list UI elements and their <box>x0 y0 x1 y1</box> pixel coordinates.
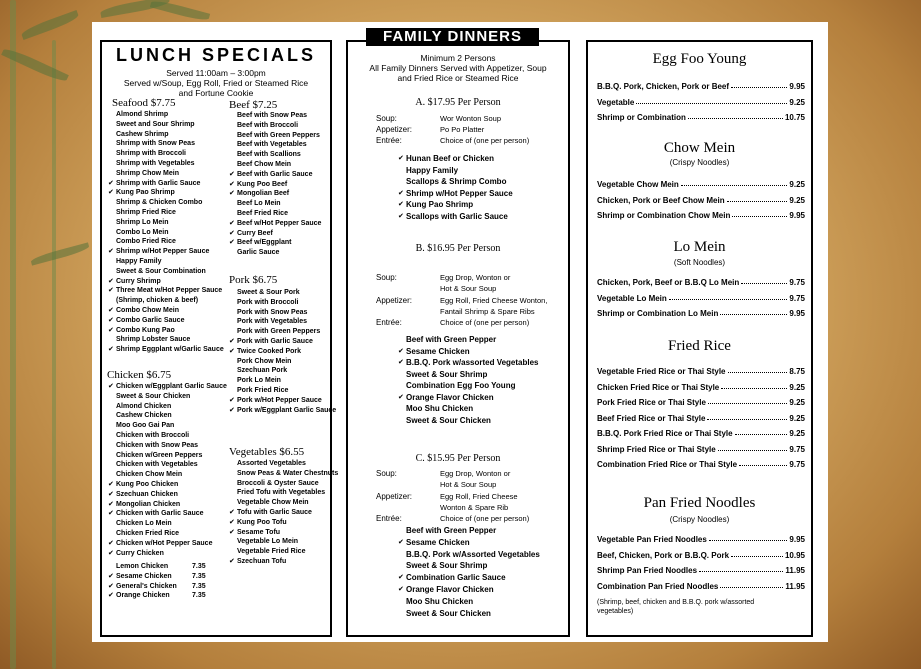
menu-price-row <box>597 383 805 392</box>
menu-item-price: 9.25 <box>789 413 805 423</box>
spicy-check-icon: ✔ <box>108 510 114 518</box>
spicy-check-icon: ✔ <box>229 406 235 414</box>
family-c-soup-2: Hot & Sour Soup <box>440 480 497 489</box>
spicy-check-icon: ✔ <box>108 248 114 256</box>
spicy-check-icon: ✔ <box>108 277 114 285</box>
menu-item: Sweet & Sour Chicken <box>406 415 491 425</box>
menu-item: Sesame Chicken <box>406 537 470 547</box>
menu-price-row <box>597 180 805 189</box>
menu-item-name: Shrimp Pan Fried Noodles <box>597 566 698 575</box>
menu-item: Shrimp with Garlic Sauce <box>116 179 201 187</box>
family-b-appetizer-2: Fantail Shrimp & Spare Ribs <box>440 307 535 316</box>
menu-item: Shrimp Chow Mein <box>116 169 179 177</box>
menu-item: Happy Family <box>406 165 459 175</box>
vegetables-heading: Vegetables $6.55 <box>229 446 305 458</box>
family-minimum: Minimum 2 Persons <box>420 53 496 63</box>
menu-item: B.B.Q. Pork w/Assorted Vegetables <box>406 549 540 559</box>
menu-price-row <box>597 445 805 454</box>
bamboo-stalk <box>52 40 56 669</box>
menu-item-name: Vegetable Lo Mein <box>597 293 667 303</box>
menu-item: Sweet & Sour Shrimp <box>406 369 488 379</box>
dot-leader <box>741 278 787 284</box>
menu-price-row <box>597 82 805 91</box>
menu-item-price: 9.75 <box>789 278 805 287</box>
menu-item-price: 7.35 <box>192 563 206 570</box>
spicy-check-icon: ✔ <box>229 170 235 178</box>
menu-price-row <box>597 98 805 107</box>
family-b-heading: B. $16.95 Per Person <box>415 243 501 254</box>
menu-item-price: 10.75 <box>784 113 805 122</box>
menu-item: Broccoli & Oyster Sauce <box>237 479 319 487</box>
pan-fried-noodles-note-2: vegetables) <box>597 608 634 615</box>
menu-item-name: Shrimp or Combination Lo Mein <box>597 309 719 318</box>
spicy-check-icon: ✔ <box>229 396 235 404</box>
menu-item-name: Lemon Chicken <box>116 563 169 570</box>
family-b-entree: Choice of (one per person) <box>440 318 530 327</box>
menu-item: Vegetable Fried Rice <box>237 548 306 556</box>
menu-item: Orange Flavor Chicken <box>406 392 494 402</box>
menu-item: Pork w/Eggplant Garlic Sauce <box>237 406 337 414</box>
menu-item-name: Shrimp or Combination <box>597 113 686 122</box>
menu-item: Beef Lo Mein <box>237 200 281 208</box>
menu-item: Beef with Green Pepper <box>406 526 497 535</box>
menu-item: Szechuan Pork <box>237 367 288 375</box>
menu-item: Sweet & Sour Combination <box>116 267 206 275</box>
spicy-check-icon: ✔ <box>398 574 404 582</box>
menu-item: Sweet & Sour Pork <box>237 289 300 296</box>
menu-item: Vegetable Chow Mein <box>237 499 309 507</box>
menu-item-name: Vegetable <box>597 97 635 107</box>
menu-item: Kung Poo Beef <box>237 180 288 188</box>
menu-item: Shrimp with Snow Peas <box>116 140 195 148</box>
menu-item: Snow Peas & Water Chestnuts <box>237 469 339 477</box>
lunch-served-with-2: and Fortune Cookie <box>178 88 254 98</box>
dot-leader <box>732 211 787 217</box>
menu-item: Chicken Fried Rice <box>116 530 180 537</box>
family-b-appetizer-label: Appetizer: <box>376 296 413 305</box>
spicy-check-icon: ✔ <box>108 179 114 187</box>
menu-item: Combo Garlic Sauce <box>116 316 185 324</box>
family-dinners-banner: FAMILY DINNERS <box>366 28 539 46</box>
menu-item: Happy Family <box>116 258 162 265</box>
dot-leader <box>735 429 788 435</box>
menu-item: Curry Chicken <box>116 549 164 557</box>
menu-item-name: B.B.Q. Pork Fried Rice or Thai Style <box>597 429 733 438</box>
family-c-appetizer: Egg Roll, Fried Cheese <box>440 492 518 501</box>
dot-leader <box>731 551 783 557</box>
menu-item: Beef Chow Mein <box>237 161 292 168</box>
spicy-check-icon: ✔ <box>398 212 404 220</box>
dot-leader <box>739 460 787 466</box>
menu-item-price: 9.25 <box>789 97 805 107</box>
spicy-check-icon: ✔ <box>108 346 114 354</box>
spicy-check-icon: ✔ <box>398 538 404 546</box>
spicy-check-icon: ✔ <box>229 190 235 198</box>
menu-item: Beef with Scallions <box>237 151 301 159</box>
menu-price-row <box>597 196 805 205</box>
family-c-soup: Egg Drop, Wonton or <box>440 469 511 478</box>
menu-item: Chicken with Snow Peas <box>116 441 199 449</box>
menu-item-name: Shrimp or Combination Chow Mein <box>597 211 731 220</box>
menu-item: Sweet & Sour Shrimp <box>406 561 488 571</box>
family-a-entree: Choice of (one per person) <box>440 136 530 145</box>
menu-item: Beef w/Eggplant <box>237 239 292 247</box>
spicy-check-icon: ✔ <box>398 586 404 593</box>
menu-item: Sweet & Sour Chicken <box>406 608 491 618</box>
menu-item: Sesame Tofu <box>237 528 281 536</box>
chicken-heading: Chicken $6.75 <box>107 369 172 381</box>
menu-item: Twice Cooked Pork <box>237 347 302 355</box>
menu-price-row <box>597 551 805 560</box>
menu-price-row <box>597 582 805 591</box>
menu-item: Beef with Green Pepper <box>406 335 497 344</box>
menu-item: Curry Beef <box>237 229 273 237</box>
menu-item-price: 9.95 <box>789 309 805 318</box>
menu-price-row <box>597 429 805 438</box>
spicy-check-icon: ✔ <box>108 539 114 547</box>
spicy-check-icon: ✔ <box>229 239 235 247</box>
menu-item: Shrimp with Broccoli <box>116 150 187 158</box>
family-c-entree-label: Entrée: <box>376 514 402 523</box>
menu-item: Chicken with Vegetables <box>116 461 198 469</box>
dot-leader <box>688 113 783 119</box>
menu-item: Scallops & Shrimp Combo <box>406 177 507 186</box>
family-b-entree-label: Entrée: <box>376 318 402 327</box>
menu-item-name: Vegetable Pan Fried Noodles <box>597 535 707 544</box>
menu-item: Beef w/Hot Pepper Sauce <box>237 219 322 227</box>
menu-item: Kung Poo Tofu <box>237 518 287 526</box>
menu-item: Chicken w/Hot Pepper Sauce <box>116 539 213 547</box>
family-served-with: All Family Dinners Served with Appetizer, Soup <box>369 63 547 73</box>
menu-item: Shrimp with Vegetables <box>116 160 195 167</box>
menu-price-row <box>597 367 805 376</box>
family-c-entree: Choice of (one per person) <box>440 514 530 523</box>
menu-item-name: Chicken, Pork or Beef Chow Mein <box>597 195 725 205</box>
menu-item: Shrimp Lo Mein <box>116 218 169 226</box>
menu-item: Chicken Chow Mein <box>116 471 183 479</box>
menu-item-price: 7.35 <box>192 592 206 600</box>
spicy-check-icon: ✔ <box>108 500 114 508</box>
family-a-entree-label: Entrée: <box>376 136 402 145</box>
menu-price-row <box>597 309 805 318</box>
spicy-check-icon: ✔ <box>229 528 235 536</box>
menu-item: Beef with Green Peppers <box>237 131 320 139</box>
menu-item-name: B.B.Q. Pork, Chicken, Pork or Beef <box>597 82 730 91</box>
menu-item: Combination Garlic Sauce <box>406 573 506 583</box>
menu-item: Cashew Shrimp <box>116 130 169 138</box>
menu-item: Vegetable Lo Mein <box>237 538 299 546</box>
menu-item: Pork w/Hot Pepper Sauce <box>237 396 322 404</box>
dot-leader <box>681 180 788 186</box>
menu-item: Beef with Garlic Sauce <box>237 170 313 178</box>
menu-price-row <box>597 398 805 407</box>
spicy-check-icon: ✔ <box>108 549 114 557</box>
spicy-check-icon: ✔ <box>398 201 404 208</box>
menu-item-name: General's Chicken <box>116 582 177 590</box>
menu-item: Kung Pao Shrimp <box>116 189 175 197</box>
menu-item: Szechuan Chicken <box>116 490 178 498</box>
menu-item: Chicken with Garlic Sauce <box>116 510 204 518</box>
dot-leader <box>707 414 787 420</box>
menu-item: Combination Egg Foo Young <box>406 381 516 390</box>
spicy-check-icon: ✔ <box>229 219 235 227</box>
menu-item: Mongolian Chicken <box>116 500 181 508</box>
pan-fried-noodles-sub: (Crispy Noodles) <box>669 515 730 524</box>
menu-item: Sesame Chicken <box>406 346 470 356</box>
family-b-soup-label: Soup: <box>376 273 397 282</box>
menu-price-row <box>597 278 805 287</box>
menu-item: Mongolian Beef <box>237 190 290 198</box>
spicy-check-icon: ✔ <box>108 287 114 295</box>
bamboo-stalk <box>10 0 16 669</box>
menu-price-row <box>597 211 805 220</box>
spicy-check-icon: ✔ <box>229 518 235 526</box>
spicy-check-icon: ✔ <box>229 558 235 565</box>
spicy-check-icon: ✔ <box>108 326 114 334</box>
menu-item: Tofu with Garlic Sauce <box>237 509 312 516</box>
menu-item-name: Beef Fried Rice or Thai Style <box>597 413 706 423</box>
family-b-soup-2: Hot & Sour Soup <box>440 284 497 293</box>
menu-price-row <box>597 414 805 423</box>
menu-item: Assorted Vegetables <box>237 460 306 467</box>
spicy-check-icon: ✔ <box>108 490 114 498</box>
menu-item-price: 9.95 <box>789 535 805 544</box>
menu-item-name: Beef, Chicken, Pork or B.B.Q. Pork <box>597 550 730 560</box>
fried-rice-heading: Fried Rice <box>668 338 731 354</box>
bamboo-leaf <box>150 0 210 23</box>
menu-item: Chicken w/Green Peppers <box>116 451 203 459</box>
spicy-check-icon: ✔ <box>108 189 114 197</box>
menu-item-price: 11.95 <box>785 581 805 591</box>
spicy-check-icon: ✔ <box>108 481 114 488</box>
pan-fried-noodles-note: (Shrimp, beef, chicken and B.B.Q. pork w/assorted <box>597 599 755 606</box>
menu-item: Combo Fried Rice <box>116 238 176 246</box>
menu-item: Combo Chow Mein <box>116 307 179 314</box>
egg-foo-young-heading: Egg Foo Young <box>652 51 747 67</box>
dot-leader <box>731 82 787 88</box>
dot-leader <box>709 535 788 541</box>
menu-price-row <box>597 113 805 122</box>
dot-leader <box>720 582 783 588</box>
menu-item-name: Vegetable Fried Rice or Thai Style <box>597 367 726 376</box>
menu-item: Cashew Chicken <box>116 412 172 420</box>
menu-item-price: 9.75 <box>789 444 805 454</box>
menu-item-price: 9.75 <box>789 460 805 469</box>
spicy-check-icon: ✔ <box>108 383 114 390</box>
menu-item: Pork with Broccoli <box>237 298 299 306</box>
menu-price-row <box>597 535 805 544</box>
family-a-heading: A. $17.95 Per Person <box>415 97 501 108</box>
menu-item-price: 7.35 <box>192 572 206 580</box>
menu-item-name: Sesame Chicken <box>116 572 172 580</box>
menu-item: Chicken w/Eggplant Garlic Sauce <box>116 383 227 390</box>
seafood-heading: Seafood $7.75 <box>112 97 176 109</box>
menu-item-price: 9.95 <box>789 82 805 91</box>
chow-mein-heading: Chow Mein <box>663 140 736 156</box>
menu-item: Combo Lo Mein <box>116 228 169 236</box>
menu-price-row <box>597 460 805 469</box>
menu-item-name: Shrimp Fried Rice or Thai Style <box>597 444 716 454</box>
family-c-heading: C. $15.95 Per Person <box>415 453 501 464</box>
menu-item: Fried Tofu with Vegetables <box>237 489 326 497</box>
menu-item: Moo Shu Chicken <box>406 596 474 606</box>
family-served-with-2: and Fried Rice or Steamed Rice <box>397 73 519 83</box>
menu-item-price: 11.95 <box>785 566 805 575</box>
menu-item: Pork Chow Mein <box>237 357 292 365</box>
menu-item: Beef Fried Rice <box>237 210 288 217</box>
menu-item-price: 9.25 <box>789 398 805 407</box>
dot-leader <box>669 294 788 300</box>
family-a-appetizer-label: Appetizer: <box>376 125 413 134</box>
spicy-check-icon: ✔ <box>108 316 114 324</box>
menu-item-price: 10.95 <box>784 550 805 560</box>
menu-item-name: Vegetable Chow Mein <box>597 180 679 189</box>
menu-item: Pork with Green Peppers <box>237 328 321 336</box>
family-b-appetizer: Egg Roll, Fried Cheese Wonton, <box>440 296 548 305</box>
menu-item-name: Chicken Fried Rice or Thai Style <box>597 382 720 392</box>
menu-item: Three Meat w/Hot Pepper Sauce <box>116 287 223 295</box>
spicy-check-icon: ✔ <box>108 592 114 600</box>
menu-price-row <box>597 566 805 575</box>
lo-mein-heading: Lo Mein <box>673 239 726 255</box>
menu-item-name: Combination Fried Rice or Thai Style <box>597 460 738 469</box>
menu-item: Beef with Broccoli <box>237 121 299 129</box>
menu-item: Curry Shrimp <box>116 277 161 285</box>
dot-leader <box>720 309 787 315</box>
menu-item: Pork Fried Rice <box>237 387 289 394</box>
menu-item: Pork with Snow Peas <box>237 308 308 316</box>
pork-heading: Pork $6.75 <box>229 274 278 286</box>
bamboo-leaf <box>20 10 80 40</box>
menu-item-price: 8.75 <box>789 367 805 376</box>
menu-item: Kung Poo Chicken <box>116 481 179 488</box>
family-a-soup: Wor Wonton Soup <box>440 114 502 123</box>
menu-item: Shrimp Fried Rice <box>116 209 176 216</box>
spicy-check-icon: ✔ <box>398 393 404 401</box>
dot-leader <box>636 98 787 104</box>
spicy-check-icon: ✔ <box>108 572 114 580</box>
menu-item: Hunan Beef or Chicken <box>406 154 495 163</box>
menu-item: (Shrimp, chicken & beef) <box>116 297 199 305</box>
menu-item: Szechuan Tofu <box>237 558 287 565</box>
menu-item: Moo Goo Gai Pan <box>116 422 175 430</box>
menu-item: Beef with Vegetables <box>237 141 307 149</box>
menu-item: Chicken with Broccoli <box>116 432 190 439</box>
menu-item: Scallops with Garlic Sauce <box>406 211 508 221</box>
menu-item: Pork Lo Mein <box>237 377 281 385</box>
menu-item: Pork with Garlic Sauce <box>237 338 313 345</box>
menu-item-price: 9.95 <box>789 211 805 220</box>
menu-item: Shrimp w/Hot Pepper Sauce <box>406 188 513 198</box>
dot-leader <box>718 445 788 451</box>
dot-leader <box>699 566 783 572</box>
lunch-served-hours: Served 11:00am – 3:00pm <box>166 68 266 78</box>
family-c-soup-label: Soup: <box>376 469 397 478</box>
menu-item: Shrimp & Chicken Combo <box>116 199 203 207</box>
menu-item-name: Orange Chicken <box>116 592 170 600</box>
family-a-soup-label: Soup: <box>376 114 397 123</box>
spicy-check-icon: ✔ <box>398 155 404 162</box>
spicy-check-icon: ✔ <box>229 229 235 237</box>
lunch-served-with: Served w/Soup, Egg Roll, Fried or Steamed Rice <box>123 78 309 88</box>
menu-item-price: 9.25 <box>789 195 805 205</box>
chow-mein-sub: (Crispy Noodles) <box>669 158 730 167</box>
menu-item: Orange Flavor Chicken <box>406 585 494 594</box>
family-a-appetizer: Po Po Platter <box>440 125 485 134</box>
spicy-check-icon: ✔ <box>398 359 404 366</box>
menu-item-price: 7.35 <box>192 582 206 590</box>
spicy-check-icon: ✔ <box>229 180 235 188</box>
menu-item-price: 9.25 <box>789 382 805 392</box>
dot-leader <box>721 383 787 389</box>
lunch-specials-title: LUNCH SPECIALS <box>115 45 316 65</box>
menu-item: Beef with Snow Peas <box>237 112 308 119</box>
menu-item-name: Chicken, Pork, Beef or B.B.Q Lo Mein <box>597 278 740 287</box>
spicy-check-icon: ✔ <box>229 347 235 355</box>
spicy-check-icon: ✔ <box>398 189 404 197</box>
menu-item-price: 9.75 <box>789 293 805 303</box>
menu-item: Moo Shu Chicken <box>406 404 474 413</box>
menu-item-name: Combination Pan Fried Noodles <box>597 581 719 591</box>
menu-item: Combo Kung Pao <box>116 326 175 334</box>
spicy-check-icon: ✔ <box>108 582 114 590</box>
beef-heading: Beef $7.25 <box>229 99 278 111</box>
menu-item: Almond Shrimp <box>116 111 169 118</box>
menu-item-name: Pork Fried Rice or Thai Style <box>597 398 706 407</box>
dot-leader <box>708 398 788 404</box>
bamboo-leaf <box>30 242 90 265</box>
family-b-soup: Egg Drop, Wonton or <box>440 273 511 282</box>
menu-price-row <box>597 294 805 303</box>
menu-item: Kung Pao Shrimp <box>406 200 474 209</box>
lo-mein-sub: (Soft Noodles) <box>673 258 726 267</box>
menu-item: Shrimp Lobster Sauce <box>116 336 191 344</box>
menu-item: Garlic Sauce <box>237 249 280 257</box>
family-c-appetizer-label: Appetizer: <box>376 492 413 501</box>
menu-item: Pork with Vegetables <box>237 318 308 326</box>
menu-item: Shrimp Eggplant w/Garlic Sauce <box>116 346 224 354</box>
menu-item: Almond Chicken <box>116 402 172 410</box>
menu-item-price: 9.25 <box>789 180 805 189</box>
pan-fried-noodles-heading: Pan Fried Noodles <box>643 495 756 511</box>
menu-item: Chicken Lo Mein <box>116 520 172 528</box>
spicy-check-icon: ✔ <box>229 509 235 516</box>
spicy-check-icon: ✔ <box>398 347 404 355</box>
menu-item: B.B.Q. Pork w/assorted Vegetables <box>406 358 539 367</box>
spicy-check-icon: ✔ <box>229 338 235 345</box>
menu-item: Shrimp w/Hot Pepper Sauce <box>116 248 210 256</box>
family-c-appetizer-2: Wonton & Spare Rib <box>440 503 509 512</box>
menu-item-price: 9.25 <box>789 429 805 438</box>
dot-leader <box>728 367 788 373</box>
dot-leader <box>727 196 788 202</box>
menu-item: Sweet and Sour Shrimp <box>116 120 195 128</box>
menu-item: Sweet & Sour Chicken <box>116 392 191 400</box>
spicy-check-icon: ✔ <box>108 307 114 314</box>
